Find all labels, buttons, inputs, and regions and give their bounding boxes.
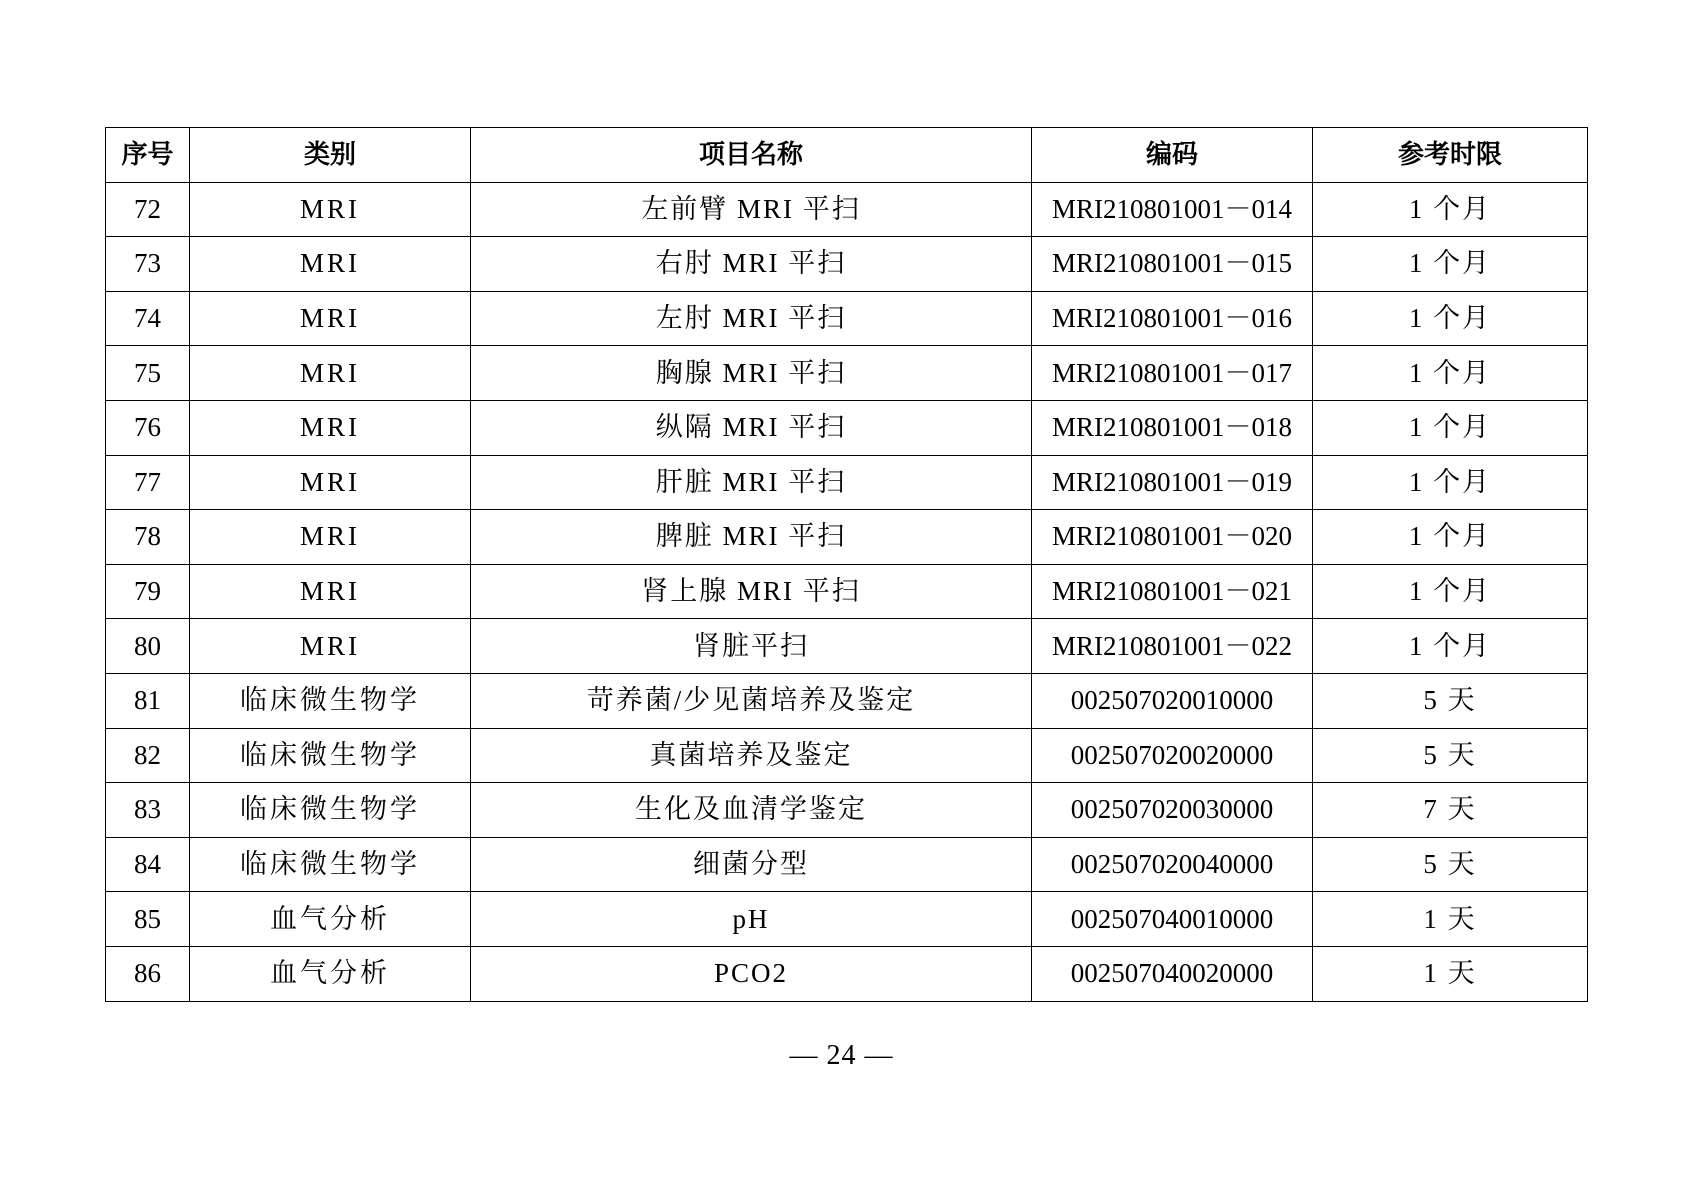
cell-time-limit: 1 个月 bbox=[1313, 510, 1588, 565]
cell-code: 002507020020000 bbox=[1032, 728, 1313, 783]
cell-serial-number: 84 bbox=[106, 837, 190, 892]
cell-item-name: PCO2 bbox=[471, 946, 1032, 1001]
table-row bbox=[106, 673, 1588, 728]
cell-category: 临床微生物学 bbox=[190, 783, 471, 838]
cell-serial-number: 83 bbox=[106, 783, 190, 838]
cell-serial-number: 80 bbox=[106, 619, 190, 674]
cell-serial-number: 73 bbox=[106, 237, 190, 292]
cell-serial-number: 77 bbox=[106, 455, 190, 510]
table-row bbox=[106, 510, 1588, 565]
table-row bbox=[106, 783, 1588, 838]
cell-serial-number: 82 bbox=[106, 728, 190, 783]
cell-serial-number: 81 bbox=[106, 673, 190, 728]
header-code: 编码 bbox=[1032, 128, 1313, 183]
cell-code: 002507040010000 bbox=[1032, 892, 1313, 947]
cell-category: 血气分析 bbox=[190, 946, 471, 1001]
table-body bbox=[106, 182, 1588, 1001]
table-row bbox=[106, 837, 1588, 892]
cell-code: MRI210801001－019 bbox=[1032, 455, 1313, 510]
cell-category: 血气分析 bbox=[190, 892, 471, 947]
cell-serial-number: 79 bbox=[106, 564, 190, 619]
cell-code: 002507020010000 bbox=[1032, 673, 1313, 728]
cell-category: MRI bbox=[190, 619, 471, 674]
cell-time-limit: 1 个月 bbox=[1313, 564, 1588, 619]
cell-item-name: 左前臂 MRI 平扫 bbox=[471, 182, 1032, 237]
cell-time-limit: 5 天 bbox=[1313, 837, 1588, 892]
cell-item-name: 脾脏 MRI 平扫 bbox=[471, 510, 1032, 565]
cell-item-name: 真菌培养及鉴定 bbox=[471, 728, 1032, 783]
cell-category: MRI bbox=[190, 237, 471, 292]
cell-code: MRI210801001－016 bbox=[1032, 291, 1313, 346]
cell-time-limit: 1 个月 bbox=[1313, 400, 1588, 455]
cell-time-limit: 1 个月 bbox=[1313, 455, 1588, 510]
header-serial-number: 序号 bbox=[106, 128, 190, 183]
table-row bbox=[106, 291, 1588, 346]
cell-time-limit: 5 天 bbox=[1313, 673, 1588, 728]
table-row bbox=[106, 346, 1588, 401]
cell-serial-number: 76 bbox=[106, 400, 190, 455]
table-row bbox=[106, 237, 1588, 292]
cell-category: MRI bbox=[190, 564, 471, 619]
cell-item-name: 右肘 MRI 平扫 bbox=[471, 237, 1032, 292]
cell-serial-number: 85 bbox=[106, 892, 190, 947]
cell-category: MRI bbox=[190, 455, 471, 510]
cell-code: 002507040020000 bbox=[1032, 946, 1313, 1001]
cell-category: MRI bbox=[190, 291, 471, 346]
table-row bbox=[106, 182, 1588, 237]
cell-code: MRI210801001－022 bbox=[1032, 619, 1313, 674]
cell-code: MRI210801001－015 bbox=[1032, 237, 1313, 292]
table-header-row bbox=[106, 128, 1588, 183]
table-row bbox=[106, 400, 1588, 455]
header-item-name: 项目名称 bbox=[471, 128, 1032, 183]
cell-category: MRI bbox=[190, 510, 471, 565]
table-row bbox=[106, 564, 1588, 619]
cell-item-name: 纵隔 MRI 平扫 bbox=[471, 400, 1032, 455]
cell-serial-number: 75 bbox=[106, 346, 190, 401]
cell-item-name: 肾脏平扫 bbox=[471, 619, 1032, 674]
cell-time-limit: 1 个月 bbox=[1313, 182, 1588, 237]
cell-code: MRI210801001－018 bbox=[1032, 400, 1313, 455]
cell-time-limit: 5 天 bbox=[1313, 728, 1588, 783]
cell-item-name: 细菌分型 bbox=[471, 837, 1032, 892]
cell-item-name: 胸腺 MRI 平扫 bbox=[471, 346, 1032, 401]
cell-code: MRI210801001－021 bbox=[1032, 564, 1313, 619]
cell-category: 临床微生物学 bbox=[190, 673, 471, 728]
table-row bbox=[106, 619, 1588, 674]
cell-code: MRI210801001－020 bbox=[1032, 510, 1313, 565]
table-row bbox=[106, 946, 1588, 1001]
header-time-limit: 参考时限 bbox=[1313, 128, 1588, 183]
cell-serial-number: 74 bbox=[106, 291, 190, 346]
reference-time-limit-table bbox=[105, 127, 1588, 1002]
document-table-container bbox=[105, 127, 1587, 1002]
cell-code: 002507020030000 bbox=[1032, 783, 1313, 838]
cell-item-name: 生化及血清学鉴定 bbox=[471, 783, 1032, 838]
cell-code: MRI210801001－017 bbox=[1032, 346, 1313, 401]
cell-time-limit: 1 个月 bbox=[1313, 346, 1588, 401]
cell-code: 002507020040000 bbox=[1032, 837, 1313, 892]
cell-category: MRI bbox=[190, 182, 471, 237]
cell-item-name: 肝脏 MRI 平扫 bbox=[471, 455, 1032, 510]
cell-category: MRI bbox=[190, 346, 471, 401]
cell-time-limit: 1 天 bbox=[1313, 946, 1588, 1001]
cell-code: MRI210801001－014 bbox=[1032, 182, 1313, 237]
cell-item-name: 苛养菌/少见菌培养及鉴定 bbox=[471, 673, 1032, 728]
cell-category: MRI bbox=[190, 400, 471, 455]
cell-serial-number: 72 bbox=[106, 182, 190, 237]
cell-category: 临床微生物学 bbox=[190, 728, 471, 783]
cell-time-limit: 7 天 bbox=[1313, 783, 1588, 838]
cell-category: 临床微生物学 bbox=[190, 837, 471, 892]
table-row bbox=[106, 728, 1588, 783]
cell-item-name: 肾上腺 MRI 平扫 bbox=[471, 564, 1032, 619]
cell-serial-number: 86 bbox=[106, 946, 190, 1001]
cell-item-name: pH bbox=[471, 892, 1032, 947]
cell-time-limit: 1 个月 bbox=[1313, 237, 1588, 292]
header-category: 类别 bbox=[190, 128, 471, 183]
cell-time-limit: 1 个月 bbox=[1313, 291, 1588, 346]
cell-item-name: 左肘 MRI 平扫 bbox=[471, 291, 1032, 346]
cell-time-limit: 1 个月 bbox=[1313, 619, 1588, 674]
table-row bbox=[106, 455, 1588, 510]
page-number: — 24 — bbox=[789, 1040, 894, 1071]
cell-time-limit: 1 天 bbox=[1313, 892, 1588, 947]
table-row bbox=[106, 892, 1588, 947]
cell-serial-number: 78 bbox=[106, 510, 190, 565]
